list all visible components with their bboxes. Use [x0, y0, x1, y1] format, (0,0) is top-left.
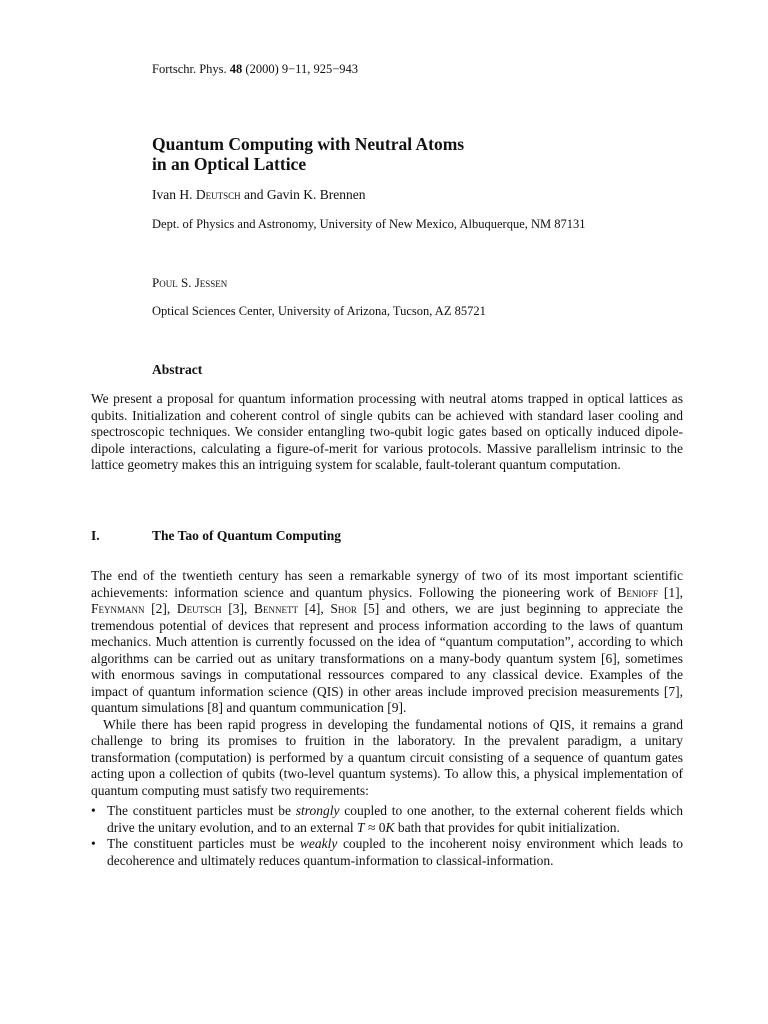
- author-1-last: Deutsch: [195, 187, 241, 202]
- journal-name: Fortschr. Phys.: [152, 62, 227, 76]
- bullet-icon: •: [91, 803, 96, 818]
- paragraph-1: [91, 568, 683, 717]
- abstract-heading: Abstract: [152, 362, 203, 377]
- author-2-first: Poul S.: [152, 275, 195, 290]
- author-joiner: and Gavin K. Brennen: [240, 187, 366, 202]
- list-item: [91, 803, 683, 836]
- paper-title: [152, 134, 712, 174]
- p1-text-d: [3],: [221, 601, 255, 616]
- section-number: I.: [91, 528, 100, 543]
- p1-text-a: The end of the twentieth century has seen a remarkable synergy of two of its most important scientific achievements: information science and quantum physics. Following the pioneering work of: [91, 568, 683, 600]
- title-line-1: Quantum Computing with Neutral Atoms: [152, 134, 465, 154]
- b1-symbol-t: T: [357, 819, 365, 835]
- author-2-last: Jessen: [194, 275, 228, 290]
- author-line-1: [152, 187, 365, 203]
- affiliation-1: Dept. of Physics and Astronomy, University of New Mexico, Albuquerque, NM 87131: [152, 217, 586, 231]
- author-line-2: [152, 275, 227, 291]
- b1-text-a: The constituent particles must be: [107, 803, 296, 818]
- b2-emphasis: weakly: [299, 836, 338, 851]
- bullet-icon: •: [91, 836, 96, 851]
- section-body: [91, 568, 683, 869]
- b1-emphasis: strongly: [295, 803, 340, 818]
- b1-text-b: coupled to one another, to the external coherent fields which drive the unitary evolution, and to an external: [107, 803, 684, 835]
- name-bennett: Bennett: [254, 601, 299, 616]
- b2-text-b: coupled to the incoherent noisy environment which leads to decoherence and ultimately reduces quantum-information to classical-information.: [107, 836, 684, 868]
- name-benioff: Benioff: [617, 584, 658, 600]
- b1-text-c: ≈ 0: [364, 819, 386, 835]
- name-deutsch: Deutsch: [176, 601, 222, 616]
- journal-volume: 48: [229, 62, 243, 76]
- journal-citation: [152, 62, 358, 77]
- requirements-list: [91, 803, 683, 869]
- abstract-text: We present a proposal for quantum information processing with neutral atoms trapped in optical lattices as qubits. Initialization and coherent control of single qubits can be achieved with standard laser cooling and spectroscopic techniques. We consider entangling two-qubit logic gates based on optically induced dipole-dipole interactions, calculating a figure-of-merit for various protocols. Massive parallelism intrinsic to the lattice geometry makes this an intriguing system for scalable, fault-tolerant quantum computation.: [91, 391, 683, 473]
- list-item: [91, 836, 683, 869]
- name-feynmann: Feynmann: [91, 601, 145, 616]
- b1-text-d: bath that provides for qubit initialization.: [394, 819, 620, 835]
- author-1-first: Ivan H.: [152, 187, 196, 202]
- title-line-2: in an Optical Lattice: [152, 154, 307, 174]
- b1-symbol-k: K: [385, 819, 395, 835]
- p1-text-c: [2],: [144, 601, 177, 616]
- p1-text-b: [1],: [657, 584, 683, 600]
- journal-pages: (2000) 9−11, 925−943: [245, 62, 359, 76]
- section-title: The Tao of Quantum Computing: [152, 528, 342, 543]
- name-shor: Shor: [330, 601, 357, 616]
- paragraph-2: While there has been rapid progress in developing the fundamental notions of QIS, it remains a grand challenge to bring its promises to fruition in the laboratory. In the prevalent paradigm, a unitary transformation (computation) is performed by a quantum circuit consisting of a sequence of quantum gates acting upon a collection of qubits (two-level quantum systems). To allow this, a physical implementation of quantum computing must satisfy two requirements:: [91, 716, 683, 798]
- p1-text-e: [4],: [298, 601, 331, 616]
- p1-text-f: [5] and others, we are just beginning to appreciate the tremendous potential of devices that represent and process information according to the laws of quantum mechanics. Much attention is currently focussed on the idea of “quantum computation”, according to which algorithms can be carried out as unitary transformations on a many-body quantum system [6], sometimes with enormous savings in computational ressources compared to any classical device. Examples of the impact of quantum information science (QIS) in other areas include improved precision measurements [7], quantum simulations [8] and quantum communication [9].: [91, 601, 683, 715]
- affiliation-2: Optical Sciences Center, University of Arizona, Tucson, AZ 85721: [152, 304, 486, 318]
- b2-text-a: The constituent particles must be: [107, 836, 300, 851]
